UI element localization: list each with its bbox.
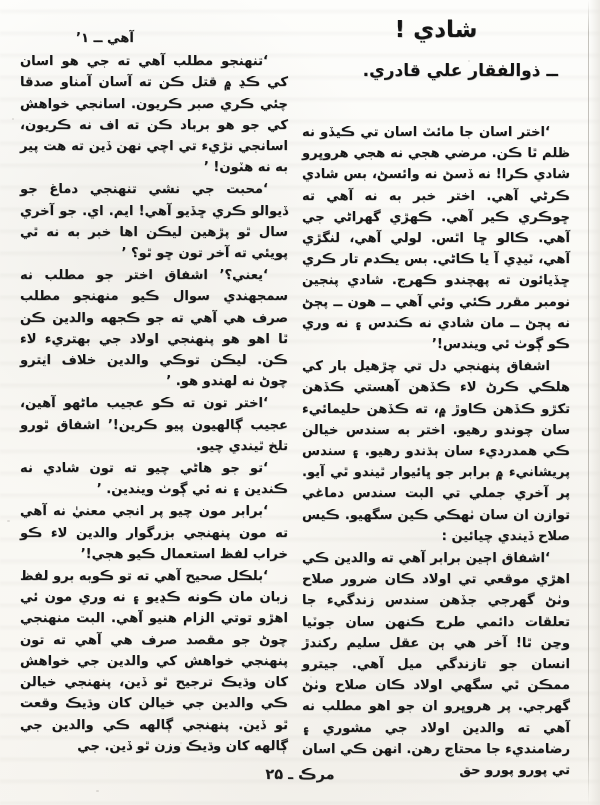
paragraph: اشفاق پنهنجي دل تي چڙهيل بار کي هلڪي ڪرڻ لاء ڪڏهن آهستي ڪڏهن تکڙو ڪڏهن ڪاوڙ ۾، ته ڪڏهن حليمائيء سان چوندو رهيو. اختر به سندس خيالن ڪي همدرديء سان ٻڌندو رهيو. ۽ سندس پريشانيء ۾ برابر جو ڀائيوار ٿيندو ٿي آيو. پر آخري جملي تي البت سندس دماغي توازن ان سان ٺهڪي ڪين سگهيو. ڪيس صلاح ڏيندي چيائين :: [302, 359, 570, 544]
paragraph: ‘محبت جي نشي تنهنجي دماغ جو ڏيوالو ڪري ڇڏيو آهي! ايم. اي. جو آخري سال ٿو پڙهين ليڪن اها خبر به نه ٿي پويئي ته آخر تون ڇو ٿو؟ ’: [20, 182, 288, 262]
page-footer: [0, 764, 600, 783]
paragraph: ‘تنهنجو مطلب آهي ته جي هو اسان کي ڪڍ ۾ قتل ڪن ته آسان آمناو صدقا چئي ڪري صبر ڪريون. اسانجي خواهش کي جو هو برباد ڪن ته اف نه ڪريون، اسانجي نڙيء تي اچي نهن ڏين ته هت پير به نه هٽون! ’: [20, 54, 288, 176]
paragraph: ‘يعني؟’ اشفاق اختر جو مطلب نه سمجهندي سوال ڪيو منهنجو مطلب صرف هي آهي ته جو ڪجهه والدين ڪن ٿا اهو هو پنهنجي اولاد جي بهتريء لاء ڪن. ليڪن توڪي والدين خلاف ايترو چوڻ نه لهندو هو. ’: [20, 268, 288, 390]
page-number: مرڪ ـ ۲۵: [265, 767, 335, 783]
text-column-right: [302, 122, 570, 781]
text-column-left: [20, 28, 288, 757]
author-byline: ــ ذوالفقار علي قادري.: [362, 61, 558, 82]
paragraph: ‘اختر تون ته ڪو عجيب ماڻهو آهين، عجيب ڳالهيون پيو ڪرين!’ اشفاق ٿورو تلخ ٿيندي چيو.: [20, 396, 288, 454]
paragraph: ‘اشفاق اڄين برابر آهي ته والدين ڪي اهڙي موقعي تي اولاد ڪان ضرور صلاح وٺڻ گهرجي جڏهن سندس زندگيء جا تعلقات دائمي طرح ڪنهن سان جوٽيا وڃن ٿا! آخر هي ٻن عقل سليم رکندڙ انسان جو تازندگي ميل آهي. جيترو ممڪن ٿي سگهي اولاد ڪان صلاح وٺڻ گهرجي. پر هروڀرو ان جو اهو مطلب نه آهي ته والدين اولاد جي مشوري ۽ رضامنديء جا محتاج رهن. انهن ڪي اسان تي پورو پورو حق: [302, 551, 570, 779]
paragraph: ‘بلڪل صحيح آهي ته تو ڪوبه برو لفظ زبان مان ڪونه ڪڍيو ۽ نه وري مون ئي اهڙو توتي الزام هنيو آهي. البت منهنجي چوڻ جو مقصد صرف هي آهي ته تون پنهنجي خواهش کي والدين جي خواهش کان وڌيڪ ترجيح ٿو ڏين، پنهنجي خيالن ڪي والدين جي خيالن کان وڌيڪ وقعت ٿو ڏين. پنهنجي ڳالهه ڪي والدين جي ڳالهه کان وڌيڪ وزن ٿو ڏين. جي: [20, 569, 288, 754]
paragraph: ‘اختر اسان جا مائٽ اسان تي ڪيڏو نه ظلم ٿا ڪن. مرضي هجي نه هجي هروڀرو شادي ڪرا! نه ڏسڻ نه وائسڻ، بس شادي ڪرڻي آهي. اختر خبر به نه آهي ته ڇوڪري ڪير آهي. ڪهڙي گهراڻي جي آهي. ڪالو ڇا اٿس. لولي آهي، لنگڙي آهي، ٽيڍي آ يا ڪاڻي. بس يڪدم تار ڪري ڇڏيائون ته پهچندو ڪهرج. شادي پنجين نومبر مقرر ڪئي وئي آهي ــ هون ــ پڄڻ نه پڄڻ ــ مان شادي نه ڪندس ۽ نه وري ڪو ڳوٺ ئي ويندس!’: [302, 125, 570, 353]
page-title: شادي !: [394, 17, 478, 43]
paragraph: ‘تو جو هاڻي چيو ته تون شادي نه ڪندين ۽ نه ئي ڳوٺ ويندين. ’: [20, 461, 288, 498]
paragraph: ‘برابر مون چيو پر انجي معنيٰ نه آهي ته مون پنهنجي بزرگوار والدين لاء ڪو خراب لفظ استعمال ڪيو هجي!’: [20, 504, 288, 562]
column-continuation-line: آهي ــ ۱’: [76, 31, 134, 46]
